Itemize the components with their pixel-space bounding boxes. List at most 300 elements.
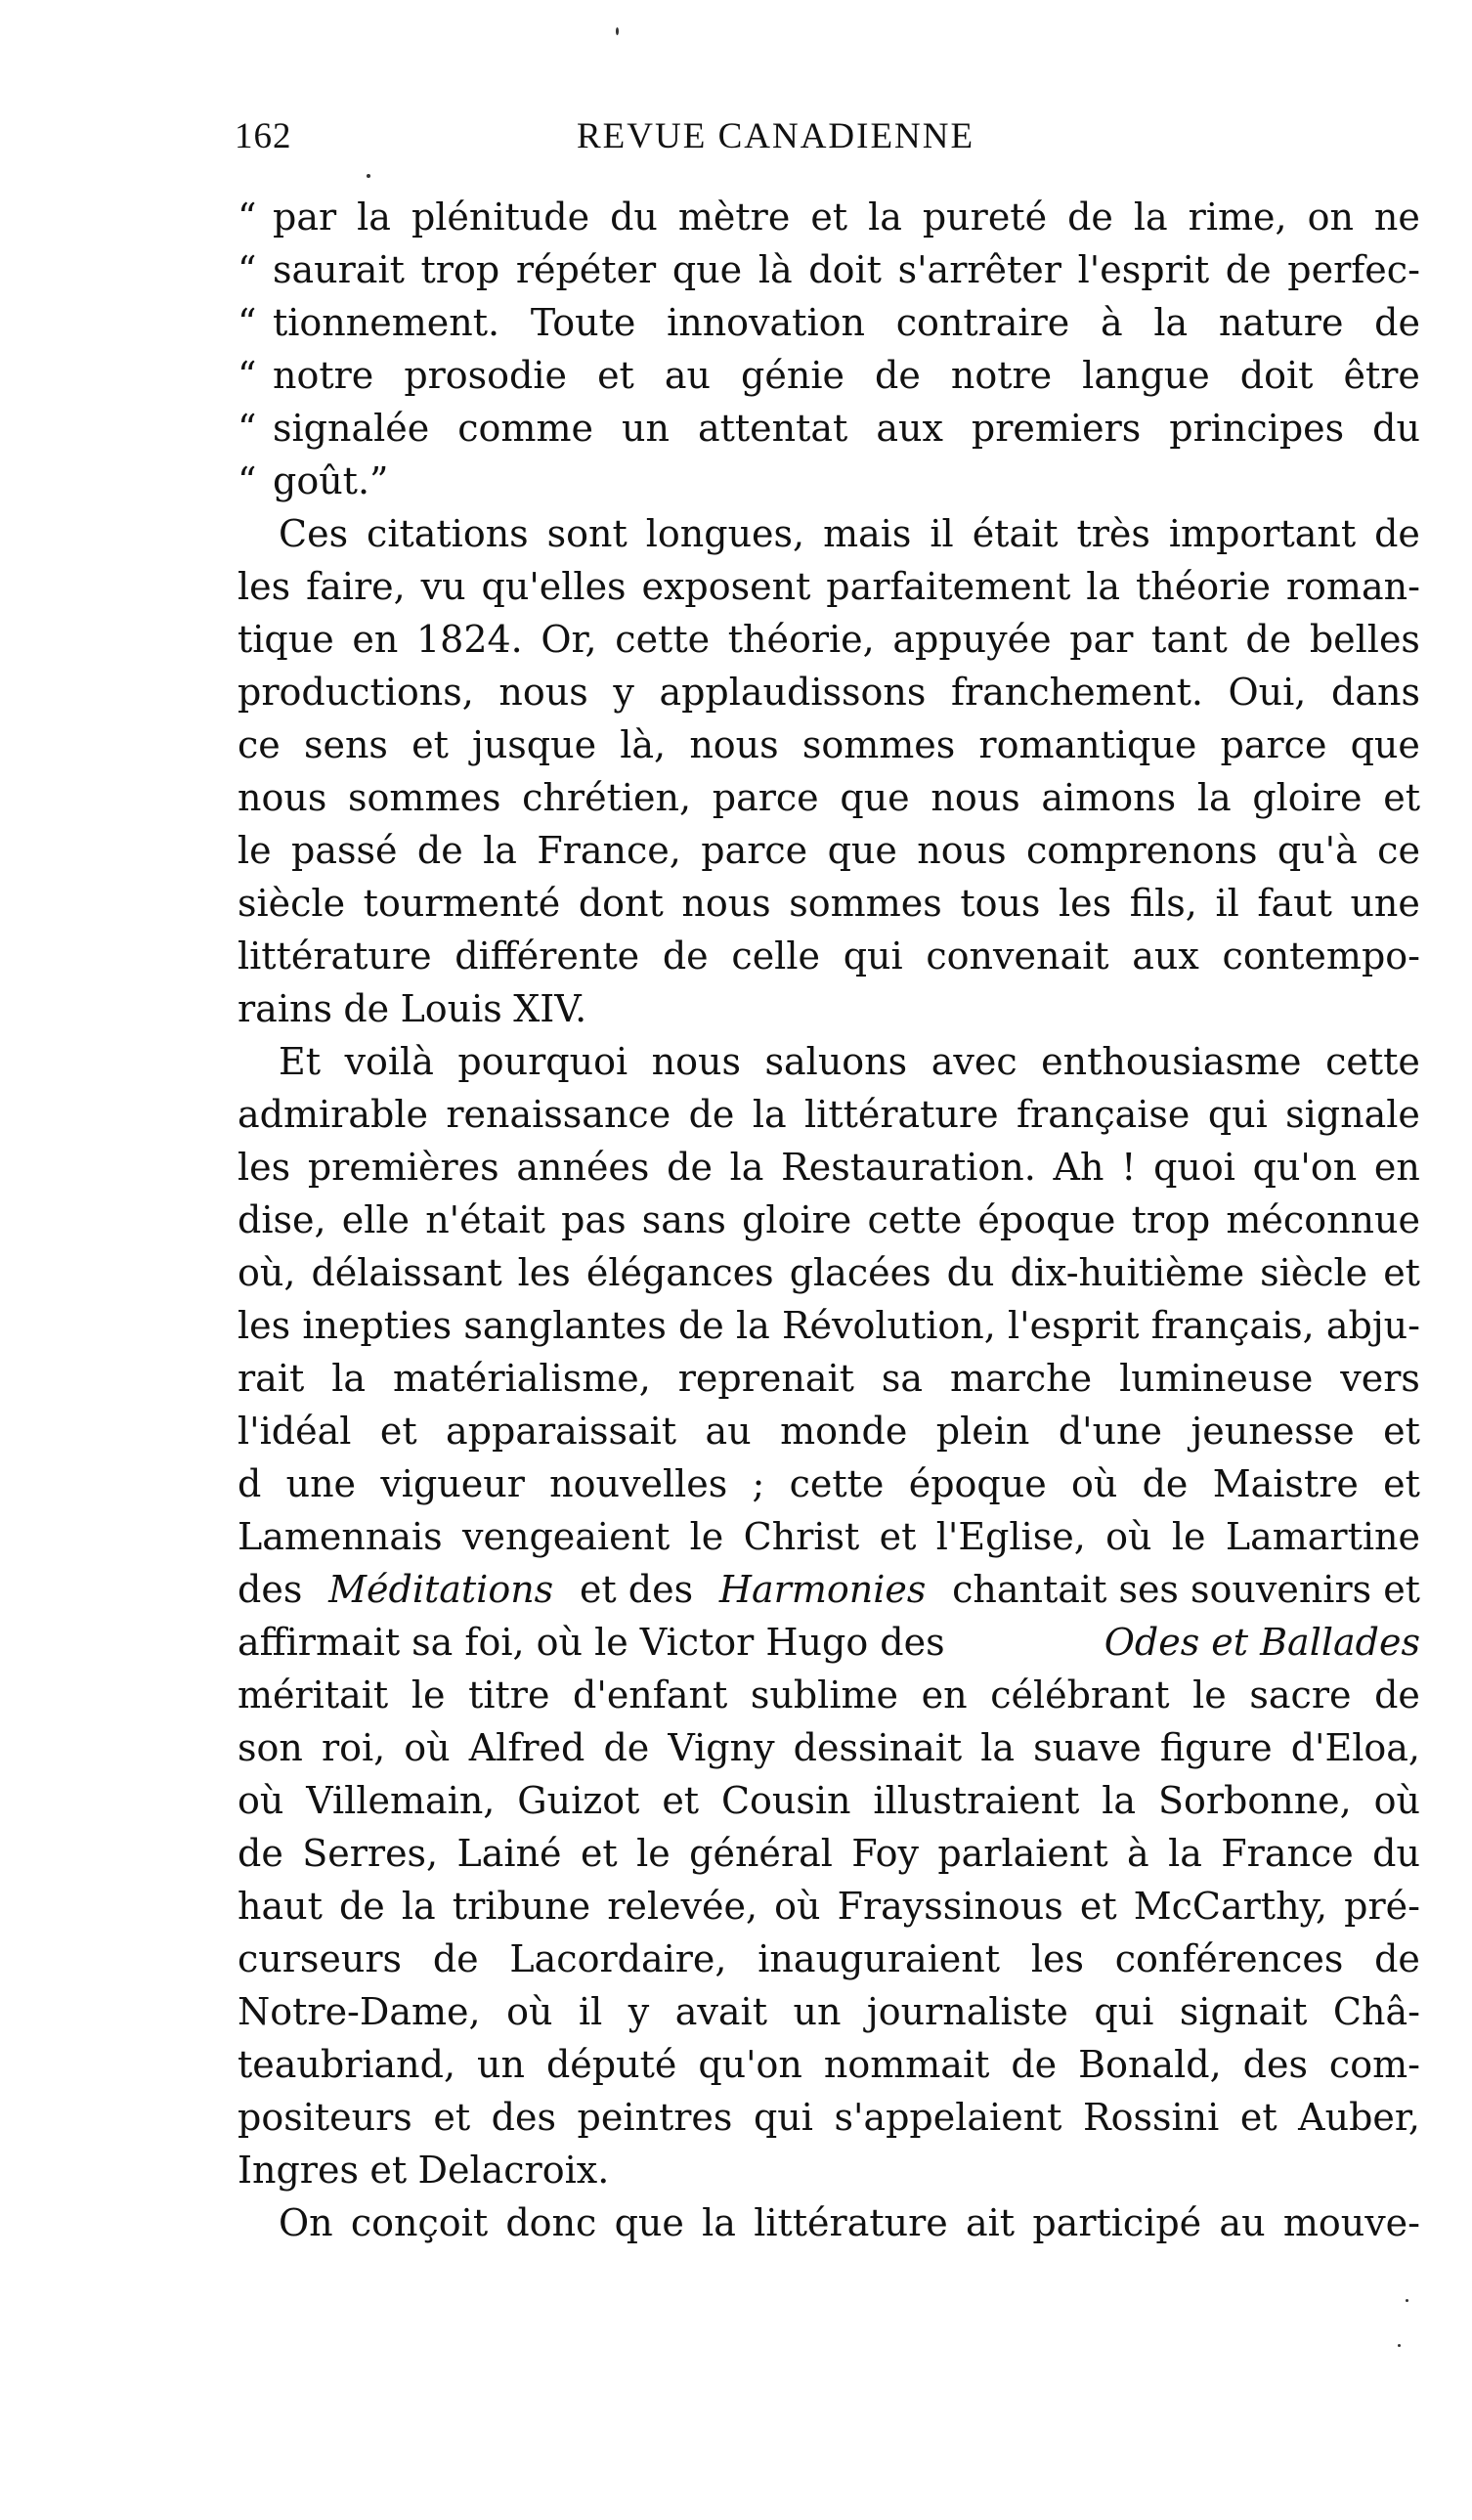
text-line [238,1880,1420,1933]
word: Maistre [1212,1462,1359,1505]
word: ait [966,2201,1016,2244]
word: nous [681,882,771,925]
word: la [735,1304,770,1347]
word: notre [273,354,374,397]
word: Or, [541,618,597,661]
word: vengeaient [462,1515,671,1558]
text-line [238,1933,1420,1985]
word: jeunesse [1191,1410,1355,1453]
text-line [238,718,1420,771]
word: théorie, [727,618,875,661]
word: Christ [743,1515,860,1558]
word: au [705,1410,752,1453]
text-line [238,1088,1420,1141]
word: sont [546,512,628,555]
word: Oui, [1228,671,1307,714]
text-segment: chantait ses souvenirs et [952,1568,1420,1611]
print-speck [616,27,619,35]
word: ; [752,1462,765,1505]
word: dise, [238,1198,326,1241]
word: parce [701,829,808,872]
word: belles [1309,618,1420,661]
word: ne [1373,196,1420,239]
word: cette [1325,1040,1420,1083]
quote-mark: “ [238,407,257,450]
word: qu'à [1277,829,1358,872]
word: Toute [530,301,636,344]
word: la [868,196,902,239]
word: Révolution, [781,1304,996,1347]
word: le [689,1515,724,1558]
word: l'Eglise, [935,1515,1086,1558]
quote-line [238,191,1420,243]
word: Bonald, [1078,2043,1222,2086]
word: tribune [452,1885,591,1928]
word: Restauration. [781,1146,1036,1189]
word: prosodie [404,354,568,397]
word: renaissance [446,1093,671,1136]
word: la [1086,565,1121,608]
italic-title-odes-et-ballades: Odes et Ballades [1104,1621,1420,1664]
paragraph-renaissance [238,1035,1420,2196]
word: Notre-Dame, [238,1990,481,2033]
word: et [597,354,634,397]
word: pureté [922,196,1048,239]
word: en [1373,1146,1420,1189]
word: de [1374,301,1420,344]
word: l'idéal [238,1410,352,1453]
word: sans [641,1198,726,1241]
word: doit [1239,354,1314,397]
word: la [1168,1832,1202,1875]
quote-line [238,243,1420,296]
word: là, [620,723,667,766]
text-line [238,1246,1420,1299]
word: époque [977,1198,1116,1241]
word: y [613,671,634,714]
quote-line-text [273,349,1420,402]
word: et [1383,1251,1420,1294]
word: attentat [697,407,848,450]
word: sens [303,723,388,766]
word: jusque [472,723,597,766]
word: où [1373,1779,1420,1822]
word: de [1225,248,1272,291]
word: les [238,1304,291,1347]
text-line [238,2038,1420,2091]
word: saurait [273,248,405,291]
text-line [238,1827,1420,1880]
word: Lainé [456,1832,562,1875]
word: Ingres [238,2149,359,2192]
word: et [369,2149,408,2192]
word: Vigny [668,1726,775,1769]
word: nature [1218,301,1344,344]
word: elle [341,1198,411,1241]
word: sommes [801,723,956,766]
text-line [238,1194,1420,1246]
word: de [1245,618,1292,661]
word: du [1372,407,1420,450]
text-line [238,560,1420,613]
word: positeurs [238,2096,412,2139]
word: aux [876,407,943,450]
running-title: REVUE CANADIENNE [577,116,975,156]
word: le [411,1673,446,1716]
word: de [677,1304,724,1347]
word: vu [420,565,466,608]
word: la [1133,196,1168,239]
word: France [1221,1832,1354,1875]
word: là [758,248,793,291]
word: exposent [641,565,811,608]
word: s'appelaient [834,2096,1062,2139]
word: et [433,2096,471,2139]
word: monde [780,1410,908,1453]
word: était [972,512,1059,555]
word: contempo- [1222,934,1420,978]
word: tionnement. [273,301,500,344]
quote-line-text [273,243,1420,296]
word: les [238,1146,291,1189]
italic-title-meditations: Méditations [328,1568,554,1611]
word: célébrant [990,1673,1170,1716]
word: au [664,354,711,397]
word: il [578,1990,603,2033]
word: conférences [1114,1937,1344,1980]
word: curseurs [238,1937,403,1980]
word: différente [455,934,640,978]
word: Frayssinous [837,1885,1063,1928]
word: française [1016,1093,1191,1136]
word: peintres [577,2096,733,2139]
word: signalée [273,407,430,450]
text-line [238,1141,1420,1194]
word: un [477,2043,525,2086]
word: d [238,1462,262,1505]
word: rait [238,1357,305,1400]
word: la [331,1357,367,1400]
word: Alfred [468,1726,585,1769]
word: premiers [971,407,1142,450]
word: d'enfant [573,1673,728,1716]
text-line [238,613,1420,666]
word: Auber, [1298,2096,1420,2139]
text-line [238,666,1420,718]
word: aux [1132,934,1199,978]
word: avec [931,1040,1017,1083]
word: rains [238,987,332,1030]
word: français, [1150,1304,1315,1347]
word: le [238,829,272,872]
word: lumineuse [1119,1357,1314,1400]
word: de [343,987,390,1030]
word: la [752,1093,787,1136]
word: Châ- [1332,1990,1420,2033]
word: de [688,1093,735,1136]
word: par [273,196,337,239]
word: sa [881,1357,924,1400]
word: comme [457,407,593,450]
word: applaudissons [659,671,927,714]
word: de [338,1885,385,1928]
word: goût.” [273,459,389,502]
word: com- [1328,2043,1420,2086]
word: nous [689,723,779,766]
word: dessinait [793,1726,963,1769]
word: trop [420,248,500,291]
word: général [689,1832,833,1875]
word: qui [1094,1990,1154,2033]
word: journaliste [866,1990,1068,2033]
text-line [238,824,1420,877]
word: parlaient [937,1832,1108,1875]
word: citations [367,512,529,555]
word: le [1192,1673,1227,1716]
word: très [1076,512,1150,555]
quote-mark: “ [238,301,257,344]
word: l'esprit [1008,1304,1140,1347]
word: des [491,2096,556,2139]
word: Serres, [302,1832,439,1875]
text-line [238,507,1420,560]
word: siècle [238,882,346,925]
word: Ah [1053,1146,1104,1189]
word: ! [1121,1146,1137,1189]
word: le [1171,1515,1206,1558]
word: admirable [238,1093,428,1136]
word: pré- [1344,1885,1420,1928]
word: convenait [926,934,1109,978]
word: reprenait [677,1357,854,1400]
word: voilà [344,1040,434,1083]
word: inepties [302,1304,453,1347]
word: ce [1377,829,1420,872]
word: Et [279,1040,322,1083]
quote-line-text [273,296,1420,349]
word: roi, [321,1726,386,1769]
word: figure [1159,1726,1273,1769]
word: la [980,1726,1016,1769]
word: rime, [1188,196,1287,239]
word: du [946,1251,995,1294]
word: et [379,1410,417,1453]
word: McCarthy, [1133,1885,1328,1928]
word: où [1105,1515,1152,1558]
word: participé [1032,2201,1202,2244]
word: n'était [425,1198,545,1241]
text-line [238,1457,1420,1510]
word: parce [712,776,819,819]
word: du [610,196,658,239]
word: la [483,829,517,872]
word: où [404,1726,451,1769]
word: la [357,196,391,239]
word: sublime [750,1673,898,1716]
word: roman- [1285,565,1420,608]
word: suave [1033,1726,1142,1769]
word: appuyée [892,618,1052,661]
text-line [238,1352,1420,1405]
word: pas [561,1198,627,1241]
word: on [1307,196,1354,239]
word: perfec- [1287,248,1420,291]
word: théorie [1136,565,1271,608]
print-speck [1398,2344,1401,2347]
word: haut [238,1885,323,1928]
word: franchement. [950,671,1203,714]
quote-line-text [273,455,1420,507]
word: Guizot [517,1779,640,1822]
word: où [774,1885,821,1928]
word: d'une [1058,1410,1163,1453]
word: nous [651,1040,741,1083]
word: saluons [764,1040,908,1083]
text-line [238,771,1420,824]
word: et [411,723,449,766]
word: conçoit [350,2201,489,2244]
text-line [238,2144,1420,2196]
word: parce [1220,723,1327,766]
word: que [840,776,910,819]
word: de [416,829,463,872]
word: par [1069,618,1134,661]
word: nommait [823,2043,990,2086]
word: cette [867,1198,963,1241]
word: Cousin [720,1779,851,1822]
word: littérature [804,1093,999,1136]
word: années [516,1146,650,1189]
word: être [1343,354,1420,397]
word: contraire [895,301,1070,344]
page-header [235,115,1407,164]
quote-mark: “ [238,459,257,502]
word: tous [960,882,1041,925]
print-speck [367,174,370,178]
word: son [238,1726,303,1769]
word: dix-huitième [1010,1251,1245,1294]
word: teaubriand, [238,2043,456,2086]
word: qu'on [698,2043,802,2086]
word: que [827,829,897,872]
body-text [238,191,1420,2249]
word: tique [238,618,334,661]
word: Lamennais [238,1515,443,1558]
word: qu'on [1252,1146,1358,1189]
word: de [1374,1937,1420,1980]
word: répéter [515,248,657,291]
word: cette [615,618,711,661]
word: il [930,512,954,555]
word: principes [1169,407,1345,450]
quote-mark: “ [238,248,257,291]
word: génie [741,354,844,397]
quote-line [238,455,1420,507]
text-line [238,2196,1420,2249]
paragraph-conclusion [238,2196,1420,2249]
text-line [238,1669,1420,1721]
text-line [238,1510,1420,1563]
word: à [1100,301,1123,344]
word: Sorbonne, [1157,1779,1352,1822]
word: de [1374,1673,1420,1716]
word: nouvelles [549,1462,728,1505]
word: nous [931,776,1020,819]
word: de [662,934,709,978]
word: mais [823,512,912,555]
text-line [238,1721,1420,1774]
word: Foy [851,1832,919,1875]
text-line [238,930,1420,982]
word: chrétien, [522,776,692,819]
word: les [238,565,291,608]
word: des [1242,2043,1308,2086]
word: faut [1257,882,1332,925]
word: Lacordaire, [509,1937,727,1980]
word: Louis [400,987,502,1030]
quote-line-text [273,191,1420,243]
word: celle [731,934,820,978]
word: la [702,2201,736,2244]
word: signale [1285,1093,1420,1136]
word: parfaitement [826,565,1071,608]
word: premières [307,1146,499,1189]
word: un [793,1990,842,2033]
word: la [1196,776,1232,819]
word: sanglantes [463,1304,667,1347]
word: la [1102,1779,1137,1822]
word: doit [808,248,882,291]
word: en [921,1673,968,1716]
word: à [1127,1832,1149,1875]
quote-mark: “ [238,354,257,397]
word: comprenons [1025,829,1258,872]
word: et [1383,1410,1420,1453]
word: longues, [645,512,805,555]
text-segment: affirmait sa foi, où le Victor Hugo des [238,1621,945,1664]
word: de [875,354,921,397]
text-segment: des [238,1568,303,1611]
word: aimons [1041,776,1177,819]
word: en [352,618,399,661]
word: important [1168,512,1357,555]
word: où [1070,1462,1118,1505]
word: où [506,1990,553,2033]
word: nous [498,671,588,714]
paragraph-citations [238,507,1420,1035]
word: dont [578,882,664,925]
word: XIV. [513,987,587,1030]
text-segment: et des [579,1568,694,1611]
word: au [1219,2201,1266,2244]
word: le [636,1832,671,1875]
word: méconnue [1226,1198,1420,1241]
word: d'Eloa, [1290,1726,1420,1769]
word: tant [1151,618,1228,661]
word: cette [789,1462,885,1505]
word: plénitude [411,196,590,239]
word: abju- [1325,1304,1420,1347]
word: mouve- [1282,2201,1420,2244]
word: où, [238,1251,296,1294]
word: et [810,196,848,239]
word: élégances [585,1251,774,1294]
text-line-with-italics [238,1563,1420,1616]
word: les [517,1251,571,1294]
text-line [238,1985,1420,2038]
word: et [1383,776,1420,819]
word: Villemain, [306,1779,496,1822]
